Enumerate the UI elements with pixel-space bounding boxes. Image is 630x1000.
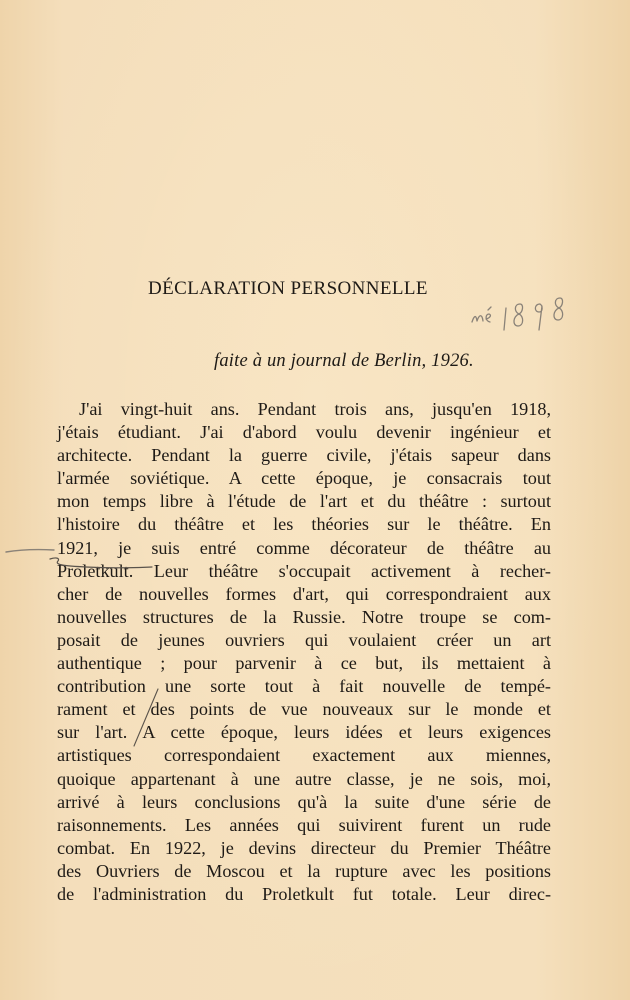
text-line: raisonnements. Les années qui suivirent furent un rude [57,814,551,835]
text-line: J'ai vingt-huit ans. Pendant trois ans, jusqu'en 1918, [79,399,551,419]
text-line: j'étais étudiant. J'ai d'abord voulu devenir ingénieur et [57,422,551,443]
text-line: architecte. Pendant la guerre civile, j'étais sapeur dans [57,445,551,466]
subtitle: faite à un journal de Berlin, 1926. [214,351,474,371]
text-line: rament et des points de vue nouveaux sur le monde et [57,699,551,720]
text-line: quoique appartenant à une autre classe, je ne sois, moi, [57,768,551,789]
text-line: posait de jeunes ouvriers qui voulaient créer un art [57,629,551,650]
handwritten-note [468,290,573,338]
pencil-underline-mark [46,556,156,574]
pencil-slash-mark [128,686,162,750]
text-line: Proletkult. Leur théâtre s'occupait activement à recher- [57,560,551,581]
text-line: l'armée soviétique. A cette époque, je consacrais tout [57,468,551,489]
margin-pencil-mark [4,546,56,556]
text-line: sur l'art. A cette époque, leurs idées et leurs exigences [57,722,551,743]
text-line: de l'administration du Proletkult fut totale. Leur direc- [57,883,551,904]
text-line: arrivé à leurs conclusions qu'à la suite d'une série de [57,791,551,812]
text-line: des Ouvriers de Moscou et la rupture avec les positions [57,860,551,881]
text-line: artistiques correspondaient exactement aux miennes, [57,745,551,766]
text-line: nouvelles structures de la Russie. Notre troupe se com- [57,606,551,627]
text-line: cher de nouvelles formes d'art, qui correspondraient aux [57,583,551,604]
body-paragraph [57,398,551,906]
text-line: contribution une sorte tout à fait nouvelle de tempé- [57,676,551,697]
text-line: combat. En 1922, je devins directeur du Premier Théâtre [57,837,551,858]
text-line: l'histoire du théâtre et les théories sur le théâtre. En [57,514,551,535]
text-line: mon temps libre à l'étude de l'art et du théâtre : surtout [57,491,551,512]
text-line: authentique ; pour parvenir à ce but, ils mettaient à [57,653,551,674]
text-line: 1921, je suis entré comme décorateur de théâtre au [57,537,551,558]
page-title: DÉCLARATION PERSONNELLE [148,278,428,299]
